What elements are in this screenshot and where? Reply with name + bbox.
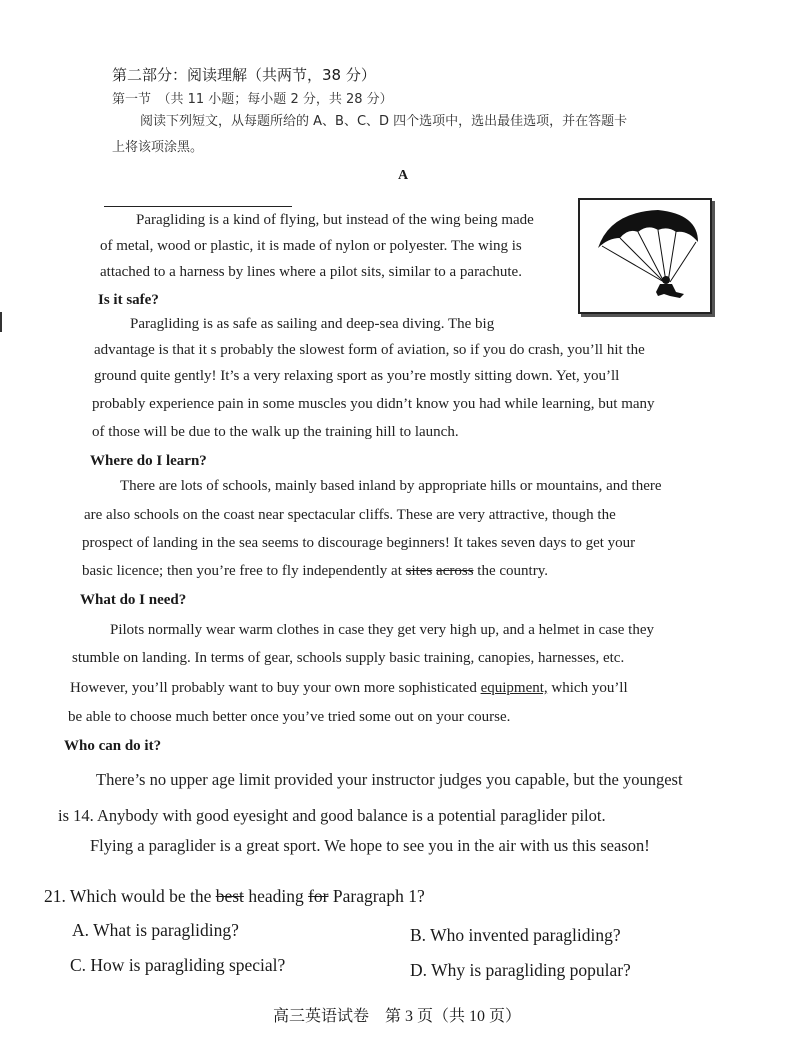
p3-line-2: are also schools on the coast near spectacular cliffs. These are very attractive, though the xyxy=(84,507,616,523)
p1-line-3: attached to a harness by lines where a pilot sits, similar to a parachute. xyxy=(100,264,522,280)
p5-line-2: is 14. Anybody with good eyesight and good balance is a potential paraglider pilot. xyxy=(58,806,606,825)
question-21-end: Paragraph 1? xyxy=(328,886,425,906)
p2-line-4: probably experience pain in some muscles you didn’t know you had while learning, but many xyxy=(92,396,655,412)
question-21 xyxy=(44,886,425,907)
p3-line-1: There are lots of schools, mainly based inland by appropriate hills or mountains, and there xyxy=(120,478,662,494)
p1-line-2: of metal, wood or plastic, it is made of nylon or polyester. The wing is xyxy=(100,238,522,254)
option-d[interactable]: D. Why is paragliding popular? xyxy=(410,960,631,980)
p6-line: Flying a paraglider is a great sport. We hope to see you in the air with us this season! xyxy=(90,836,650,855)
section-title: 第二部分：阅读理解（共两节，38 分） xyxy=(112,66,376,84)
p4-line-3-start: However, you’ll probably want to buy your own more sophisticated xyxy=(70,680,481,696)
p3-line-4 xyxy=(82,563,548,580)
heading-who-can: Who can do it? xyxy=(64,738,162,754)
passage-rule xyxy=(104,206,292,207)
p4-line-3 xyxy=(70,680,628,697)
struck-word-across: across xyxy=(436,563,474,579)
instruction-line-1: 阅读下列短文，从每题所给的 A、B、C、D 四个选项中，选出最佳选项，并在答题卡 xyxy=(140,114,628,129)
instruction-line-2: 上将该项涂黑。 xyxy=(112,140,204,155)
section-subtitle: 第一节 （共 11 小题；每小题 2 分，共 28 分） xyxy=(112,92,393,107)
page-footer: 高三英语试卷 第 3 页（共 10 页） xyxy=(272,1008,521,1025)
struck-word-best: best xyxy=(215,886,244,906)
p4-line-4: be able to choose much better once you’ve tried some out on your course. xyxy=(68,709,511,725)
p3-line-4-start: basic licence; then you’re free to fly independently at xyxy=(82,563,406,579)
p2-line-2: advantage is that it s probably the slowest form of aviation, so if you do crash, you’ll hit the xyxy=(94,342,645,358)
scan-edge-mark xyxy=(0,312,2,332)
question-21-mid: heading xyxy=(243,886,309,906)
option-c[interactable]: C. How is paragliding special? xyxy=(70,955,286,975)
passage-letter: A xyxy=(398,168,409,183)
underlined-word-equipment: equipment, xyxy=(480,680,548,696)
paraglider-icon xyxy=(580,200,710,312)
heading-where-learn: Where do I learn? xyxy=(90,453,207,469)
p2-line-5: of those will be due to the walk up the training hill to launch. xyxy=(92,424,459,440)
struck-word-for: for xyxy=(308,886,329,906)
heading-what-need: What do I need? xyxy=(80,592,187,608)
option-a[interactable]: A. What is paragliding? xyxy=(72,920,239,940)
heading-is-it-safe: Is it safe? xyxy=(98,292,159,308)
p3-line-4-end: the country. xyxy=(473,563,548,579)
p2-line-1: Paragliding is as safe as sailing and deep-sea diving. The big xyxy=(130,316,495,332)
struck-word-sites: sites xyxy=(405,563,433,579)
option-b[interactable]: B. Who invented paragliding? xyxy=(410,925,621,945)
p4-line-1: Pilots normally wear warm clothes in case they get very high up, and a helmet in case they xyxy=(110,622,655,638)
paraglider-figure xyxy=(578,198,712,314)
question-21-start: 21. Which would be the xyxy=(44,886,216,906)
p2-line-3: ground quite gently! It’s a very relaxing sport as you’re mostly sitting down. Yet, you’ll xyxy=(94,368,620,384)
p4-line-3-end: which you’ll xyxy=(547,680,628,696)
p5-line-1: There’s no upper age limit provided your instructor judges you capable, but the youngest xyxy=(96,770,683,789)
p1-line-1: Paragliding is a kind of flying, but instead of the wing being made xyxy=(136,212,534,228)
p4-line-2: stumble on landing. In terms of gear, schools supply basic training, canopies, harnesses, etc. xyxy=(72,650,625,666)
p3-line-3: prospect of landing in the sea seems to discourage beginners! It takes seven days to get your xyxy=(82,535,636,551)
